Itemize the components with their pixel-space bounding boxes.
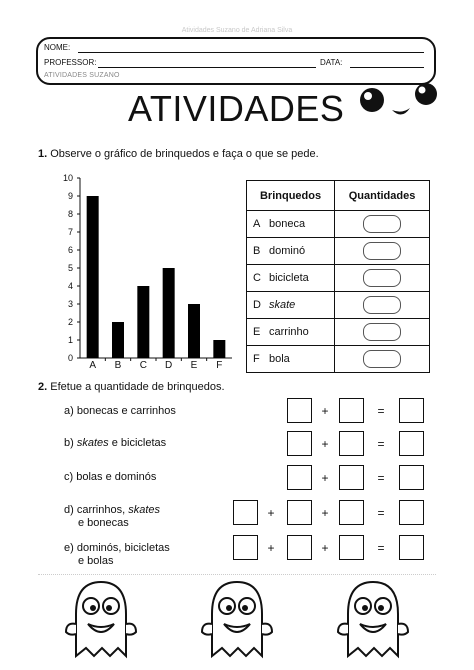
bar-F: [213, 340, 225, 358]
bar-E: [188, 304, 200, 358]
addend-box[interactable]: [287, 500, 312, 525]
addend-box[interactable]: [287, 398, 312, 423]
addend-box[interactable]: [339, 465, 364, 490]
item-d-italic: skates: [128, 504, 160, 516]
question-1-number: 1.: [38, 148, 48, 160]
watermark: Atividades Suzano de Adriana Silva: [181, 27, 293, 34]
addend-box[interactable]: [287, 535, 312, 560]
y-tick-label: 6: [67, 245, 73, 255]
professor-line[interactable]: [98, 67, 316, 68]
x-tick-label: B: [114, 360, 122, 370]
x-tick-label: D: [165, 360, 173, 370]
toy-bar-chart: [56, 170, 236, 370]
addend-box[interactable]: [233, 535, 258, 560]
equals-sign: =: [377, 541, 385, 555]
row-letter: B: [253, 245, 261, 257]
y-tick-label: 0: [67, 353, 73, 363]
table-row: [247, 238, 430, 265]
smiley-face-icon: [356, 80, 442, 126]
bar-D: [163, 268, 175, 358]
addend-box[interactable]: [339, 398, 364, 423]
plus-sign: +: [267, 506, 275, 520]
item-a-label: a) bonecas e carrinhos: [64, 405, 176, 417]
result-box[interactable]: [399, 465, 424, 490]
y-tick-label: 9: [67, 191, 73, 201]
plus-sign: +: [321, 437, 329, 451]
result-box[interactable]: [399, 398, 424, 423]
divider: [38, 574, 436, 575]
x-tick-label: E: [190, 360, 198, 370]
row-name: skate: [269, 299, 296, 311]
table-row: [247, 211, 430, 238]
addend-box[interactable]: [339, 500, 364, 525]
equals-sign: =: [377, 471, 385, 485]
item-e-line1: e) dominós, bicicletas: [64, 542, 170, 554]
table-row: [247, 292, 430, 319]
plus-sign: +: [321, 404, 329, 418]
quantity-answer-box[interactable]: [363, 296, 401, 314]
row-letter: D: [253, 299, 261, 311]
row-letter: E: [253, 326, 261, 338]
table-header-quantidades: Quantidades: [335, 181, 430, 211]
question-2-number: 2.: [38, 381, 48, 393]
row-name: dominó: [269, 245, 306, 257]
nome-label: NOME:: [44, 43, 71, 52]
y-tick-label: 8: [67, 209, 73, 219]
ghost-icon: [198, 578, 276, 660]
item-b-prefix: b): [64, 437, 74, 449]
question-2-text: Efetue a quantidade de brinquedos.: [50, 381, 225, 393]
addend-box[interactable]: [287, 431, 312, 456]
data-line[interactable]: [350, 67, 424, 68]
x-tick-label: F: [216, 360, 223, 370]
y-tick-label: 5: [67, 263, 73, 273]
ghost-icon: [62, 578, 140, 660]
row-name: bola: [269, 353, 290, 365]
item-b-suffix: e bicicletas: [111, 437, 167, 449]
question-2: [38, 381, 225, 393]
item-d-label: [64, 504, 160, 530]
plus-sign: +: [321, 471, 329, 485]
plus-sign: +: [267, 541, 275, 555]
addend-box[interactable]: [287, 465, 312, 490]
result-box[interactable]: [399, 500, 424, 525]
row-letter: C: [253, 272, 261, 284]
row-name: bicicleta: [269, 272, 309, 284]
table-row: [247, 346, 430, 373]
professor-label: PROFESSOR:: [44, 58, 97, 67]
quantity-answer-box[interactable]: [363, 323, 401, 341]
quantity-answer-box[interactable]: [363, 242, 401, 260]
item-b-italic: skates: [76, 437, 109, 449]
question-1-text: Observe o gráfico de brinquedos e faça o que se pede.: [50, 148, 319, 160]
item-e-line2: e bolas: [78, 555, 114, 567]
row-name: carrinho: [269, 326, 309, 338]
table-row: [247, 265, 430, 292]
y-tick-label: 3: [67, 299, 73, 309]
item-d-line2: e bonecas: [78, 517, 129, 529]
addend-box[interactable]: [233, 500, 258, 525]
ghost-icon: [334, 578, 412, 660]
bar-A: [87, 196, 99, 358]
y-tick-label: 1: [67, 335, 73, 345]
plus-sign: +: [321, 506, 329, 520]
bar-C: [137, 286, 149, 358]
quantity-answer-box[interactable]: [363, 350, 401, 368]
bar-B: [112, 322, 124, 358]
y-tick-label: 7: [67, 227, 73, 237]
equals-sign: =: [377, 404, 385, 418]
equals-sign: =: [377, 506, 385, 520]
addend-box[interactable]: [339, 535, 364, 560]
item-c-label: c) bolas e dominós: [64, 471, 157, 483]
plus-sign: +: [321, 541, 329, 555]
data-label: DATA:: [320, 58, 343, 67]
y-tick-label: 2: [67, 317, 73, 327]
table-row: [247, 319, 430, 346]
equals-sign: =: [377, 437, 385, 451]
item-e-label: [64, 542, 170, 568]
page-title: ATIVIDADES: [128, 88, 345, 129]
x-tick-label: C: [139, 360, 147, 370]
result-box[interactable]: [399, 431, 424, 456]
question-1: [38, 148, 319, 160]
item-b-label: [64, 437, 166, 450]
y-tick-label: 10: [62, 173, 73, 183]
quantity-answer-box[interactable]: [363, 269, 401, 287]
row-letter: F: [253, 353, 260, 365]
nome-line[interactable]: [78, 52, 424, 53]
addend-box[interactable]: [339, 431, 364, 456]
item-d-prefix: d) carrinhos,: [64, 504, 126, 516]
result-box[interactable]: [399, 535, 424, 560]
table-header-brinquedos: Brinquedos: [247, 181, 335, 211]
row-letter: A: [253, 218, 261, 230]
x-tick-label: A: [89, 360, 97, 370]
quantity-answer-box[interactable]: [363, 215, 401, 233]
row-name: boneca: [269, 218, 306, 230]
toy-table: [246, 180, 430, 373]
school-name: ATIVIDADES SUZANO: [44, 72, 120, 79]
y-tick-label: 4: [67, 281, 73, 291]
